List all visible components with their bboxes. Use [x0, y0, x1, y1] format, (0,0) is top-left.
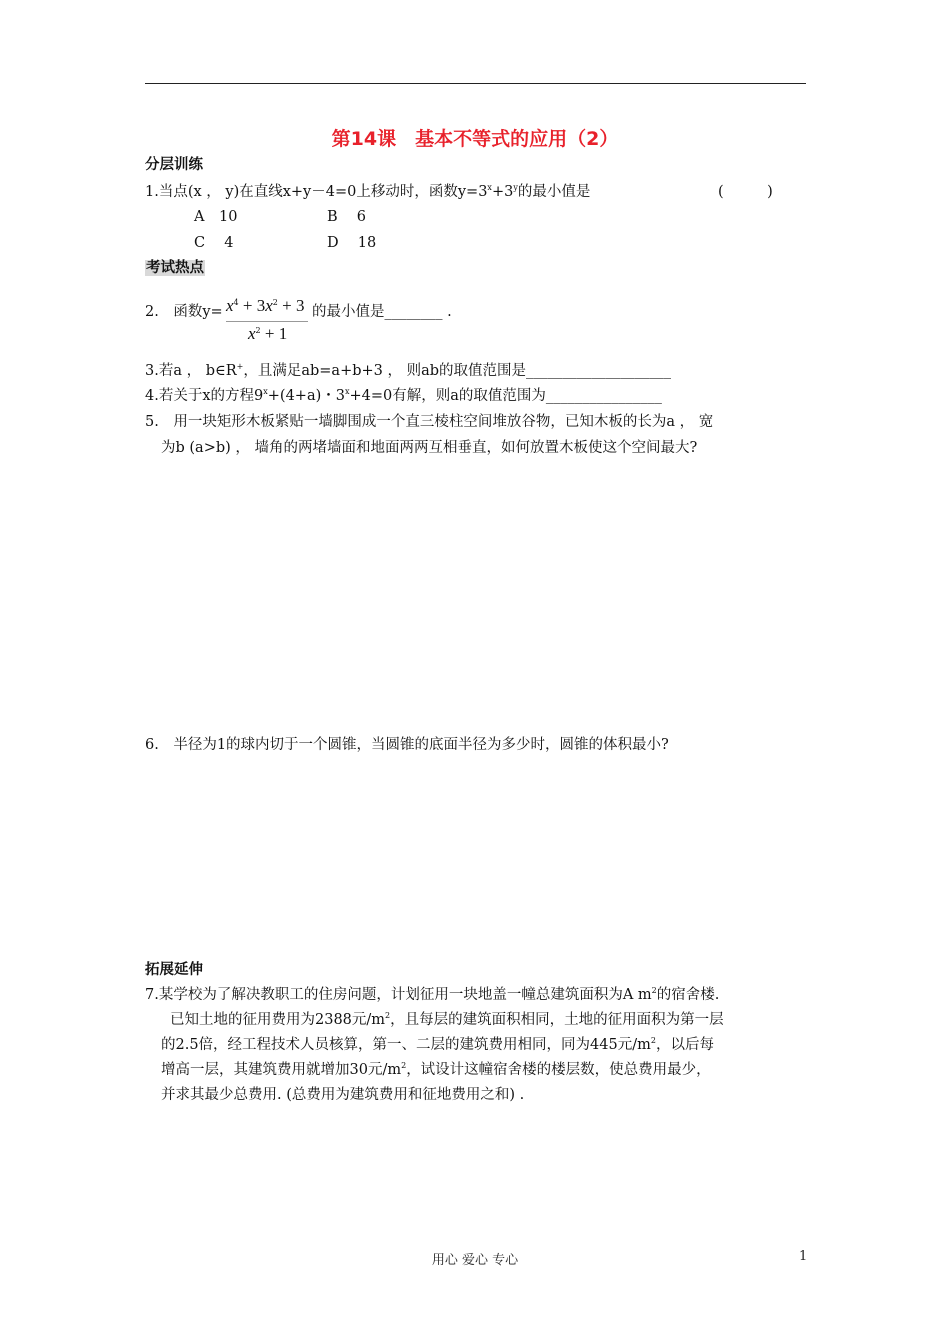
- option-d: D 18: [327, 235, 377, 251]
- question-2-suffix: 的最小值是________ .: [312, 304, 452, 320]
- question-7-line-5: 并求其最少总费用. (总费用为建筑费用和征地费用之和) .: [161, 1087, 525, 1103]
- header-rule: [145, 83, 806, 84]
- section-heading-extension: 拓展延伸: [145, 962, 203, 978]
- question-5-line-2: 为b (a>b) ， 墙角的两堵墙面和地面两两互相垂直，如何放置木板使这个空间最大?: [161, 440, 698, 456]
- option-a: A 10: [194, 209, 238, 225]
- answer-bracket: ( ): [718, 184, 773, 200]
- question-3: 3.若a ， b∈R+，且满足ab=a+b+3 ， 则ab的取值范围是____________________: [145, 362, 672, 379]
- option-b: B 6: [327, 209, 366, 225]
- option-c: C 4: [194, 235, 234, 251]
- question-7-line-2: 已知土地的征用费用为2388元$/m^2$，且每层的建筑面积相同，土地的征用面积为第一层: [170, 1011, 724, 1028]
- question-4: 4.若关于x的方程$9^x+(4+a)$・$3^x+4=0$有解，则a的取值范围为________________: [145, 387, 662, 404]
- footer-slogan: 用心 爱心 专心: [431, 1253, 519, 1268]
- section-heading-layered-training: 分层训练: [145, 157, 203, 173]
- question-1: 1.当点(x ， y)在直线x+y－4=0上移动时，函数$y=3^x+3^y$的最小值是: [145, 183, 591, 200]
- question-6: 6. 半径为1的球内切于一个圆锥，当圆锥的底面半径为多少时，圆锥的体积最小?: [145, 737, 669, 753]
- fraction-denominator: $x^2 + 1$: [248, 324, 288, 343]
- question-5-line-1: 5. 用一块矩形木板紧贴一墙脚围成一个直三棱柱空间堆放谷物，已知木板的长为a ， 宽: [145, 414, 714, 430]
- fraction-numerator: $x^4 + 3x^2 + 3$: [226, 296, 305, 315]
- section-heading-exam-hotspots: 考试热点: [146, 260, 204, 276]
- question-2-prefix: 2. 函数y=: [145, 304, 223, 320]
- fraction-bar: [226, 321, 308, 322]
- question-7-line-4: 增高一层，其建筑费用就增加30元$/m^2$，试设计这幢宿舍楼的楼层数，使总费用最少，: [161, 1061, 711, 1078]
- lesson-title: 第14课 基本不等式的应用（2）: [331, 128, 619, 150]
- question-7-line-3: 的2.5倍，经工程技术人员核算，第一、二层的建筑费用相同，同为445元$/m^2$，以后每: [161, 1036, 714, 1053]
- page-number: 1: [799, 1249, 808, 1264]
- question-7-line-1: 7.某学校为了解决教职工的住房问题，计划征用一块地盖一幢总建筑面积为A $m^2$的宿舍楼.: [145, 986, 720, 1003]
